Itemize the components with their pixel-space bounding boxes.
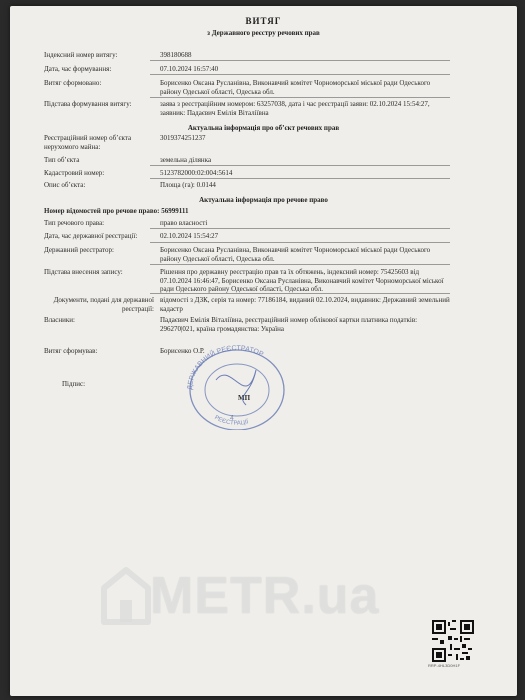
signature-label: Підпис:: [62, 380, 86, 388]
right-section-title: Актуальна інформація про речове право: [199, 196, 328, 204]
divider: [150, 74, 450, 75]
qr-caption: RRP-4HL3D0H1F: [428, 663, 461, 668]
seal-bottom-text: РЕЄСТРАЦІЇ: [213, 414, 250, 427]
divider: [150, 228, 450, 229]
divider: [150, 242, 450, 243]
right-record-number: Номер відомостей про речове право: 56999111: [44, 207, 189, 215]
watermark-logo: METR.ua: [150, 567, 380, 625]
signature-scribble: [216, 370, 256, 405]
document-title: ВИТЯГ: [245, 16, 282, 26]
document-page: ВИТЯГ з Державного реєстру речових прав Індексний номер витягу: 398180688 Дата, час формування: 07.10.2024 16:57:40 Витяг сформовано: Борисенко Оксана Русланівна, Виконавчий комітет Чорноморської міської ради Одеського району Одеської області, Одеська обл. Підстава формування витягу: заява з реєстраційним номером: 63257038, дата і час реєстрації заяви: 02.10.2024 15:54:27, заявник: Падаєвич Емілія Віталіївна Актуальна інформація про об’єкт речових прав Реєстраційний номер об’єкта нерухомого майна: 3019374251237 Тип об’єкта земельна ділянка Кадастровий номер: 5123782000:02:004:5614 Опис об’єкта: Площа (га): 0.0144 Актуальна інформація про речове право Номер відомостей про речове право: 56999111 Тип речового права: право власності Дата, час державної реєстрації: 02.10.2024 15:54:27 Державний реєстратор: Борисенко Оксана Русланівна, Виконавчий комітет Чорноморської міської ради Одеського району Одеської області, Одеська обл. Підстава внесення запису: Рішення про державну реєстрацію прав та їх обтяжень, індексний номер: 75425603 від 07.10.2024 16:46:47, Борисенко Оксана Русланівна, Виконавчий комітет Чорноморської міської ради Одеського району Одеської області, Одеська обл. Документи, подані для державної реєстрації: відомості з ДЗК, серія та номер: 77186184, виданий 02.10.2024, видавник: Державний земельний кадастр Власники: Падаєвич Емілія Віталіївна, реєстраційний номер облікової картки платника податків: 296270|021, країна громадянства: Україна Витяг сформував: Борисенко О.Р. Підпис: МП ДЕРЖАВНИЙ РЕЄСТРАТОР РЕЄСТРАЦІЇ 4: [10, 6, 517, 696]
divider: [150, 264, 450, 265]
divider: [150, 165, 450, 166]
divider: [150, 97, 450, 98]
qr-code-icon: [432, 620, 474, 662]
seal-number: 4: [230, 415, 234, 422]
document-subtitle: з Державного реєстру речових прав: [207, 29, 320, 37]
divider: [150, 60, 450, 61]
divider: [150, 178, 450, 179]
divider: [150, 293, 450, 294]
seal-outer-text: ДЕРЖАВНИЙ РЕЄСТРАТОР: [186, 344, 265, 391]
object-section-title: Актуальна інформація про об’єкт речових прав: [187, 124, 340, 132]
official-seal-stamp: [176, 340, 298, 430]
stamp-mark-label: МП: [238, 394, 251, 402]
